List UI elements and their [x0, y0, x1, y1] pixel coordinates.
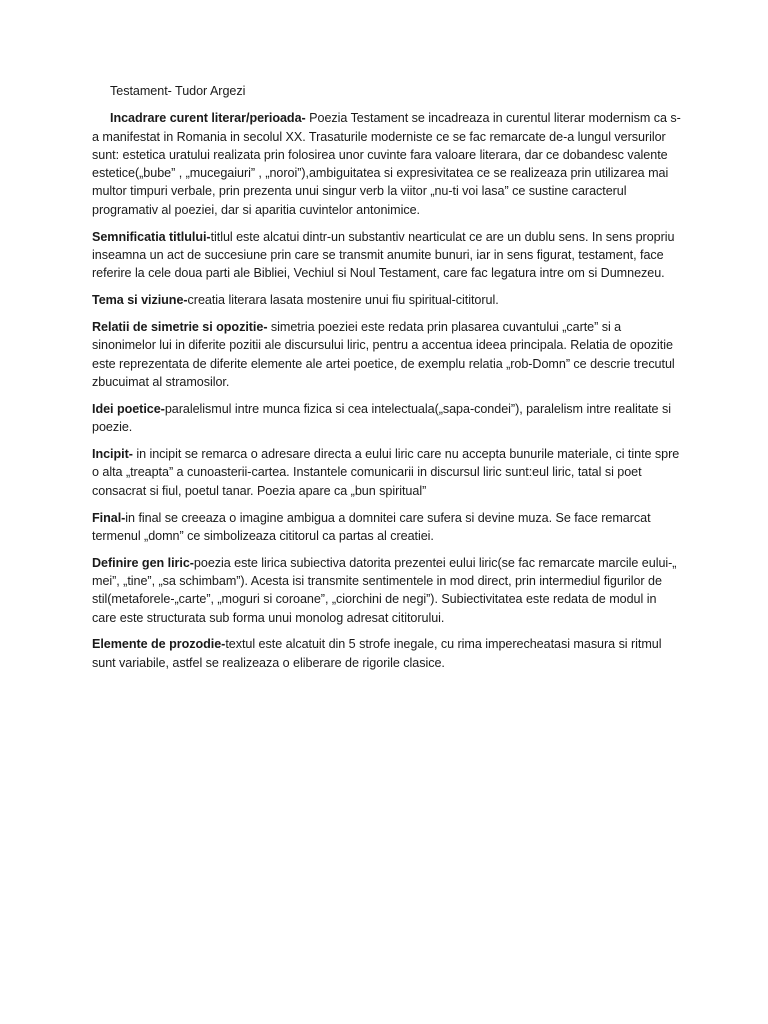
paragraph-heading: Incipit-: [92, 447, 133, 462]
document-title: Testament- Tudor Argezi: [110, 84, 246, 98]
paragraph-heading: Semnificatia titlului-: [92, 229, 211, 244]
paragraph-heading: Tema si viziune-: [92, 293, 188, 308]
paragraph-heading: Idei poetice-: [92, 401, 165, 416]
paragraph-final: [92, 509, 682, 546]
paragraph-relatii: [92, 318, 682, 391]
paragraph-gen-liric: [92, 554, 682, 627]
paragraph-text: poezia este lirica subiectiva datorita prezentei eului liric(se fac remarcate marcile eului-„ mei”, „tine”, „sa schimbam”). Acesta isi transmite sentimentele in mod direct, prin intermediul figurilor de stil(metaforele-„carte”, „moguri si coroane”, „ciorchini de negi”). Subiectivitatea este redata de modul in care este structurata sub forma unui monolog adresat cititorului.: [92, 555, 677, 625]
paragraph-text: in incipit se remarca o adresare directa a eului liric care nu accepta bunurile materiale, ci tinte spre o alta „treapta” a cunoasterii-cartea. Instantele comunicarii in discursul liric sunt:eul liric, tatal si poet consacrat si fiul, poetul tanar. Poezia apare ca „bun spiritual”: [92, 447, 680, 498]
paragraph-text: simetria poeziei este redata prin plasarea cuvantului „carte” si a sinonimelor lui in diferite pozitii ale discursului liric, pentru a accentua ideea principala. Relatia de opozitie este reprezentata de diferite elemente ale artei poetice, de exemplu relatia „rob-Domn” ce descrie trecutul zbucuimat al stramosilor.: [92, 320, 675, 389]
paragraph-idei-poetice: [92, 400, 682, 437]
paragraph-heading: Incadrare curent literar/perioada-: [110, 111, 306, 126]
paragraph-heading: Definire gen liric-: [92, 555, 194, 570]
paragraph-prozodie: [92, 635, 682, 672]
paragraph-text: paralelismul intre munca fizica si cea intelectuala(„sapa-condei”), paralelism intre realitate si poezie.: [92, 401, 671, 435]
paragraph-text: in final se creeaza o imagine ambigua a domnitei care sufera si devine muza. Se face remarcat termenul „domn” ce simbolizeaza cititorul ca partas al creatiei.: [92, 510, 651, 543]
paragraph-text: creatia literara lasata mostenire unui fiu spiritual-cititorul.: [187, 293, 499, 308]
paragraph-heading: Elemente de prozodie-: [92, 637, 226, 652]
paragraph-heading: Final-: [92, 510, 126, 525]
paragraph-tema: [92, 291, 682, 309]
paragraph-incadrare: [92, 109, 682, 219]
paragraph-text: Poezia Testament se incadreaza in curentul literar modernism ca s-a manifestat in Romania in secolul XX. Trasaturile moderniste ce se fac remarcate de-a lungul versurilor sunt: estetica uratului realizata prin folosirea unor cuvinte fara valoare literara, dar ce dobandesc valente estetice(„bube” , „mucegaiuri” , „noroi”),ambiguitatea si expresivitatea ce se realizeaza prin utilizarea mai multor timpuri verbale, prin prezenta unui singur verb la viitor „nu-ti voi lasa” ce sustine caracterul programativ al poeziei, dar si aparitia cuvintelor antonimice.: [92, 111, 681, 217]
document-page: [92, 82, 682, 681]
paragraph-heading: Relatii de simetrie si opozitie-: [92, 320, 268, 335]
paragraph-incipit: [92, 445, 682, 500]
paragraph-semnificatia-titlului: [92, 228, 682, 283]
paragraph-text: titlul este alcatui dintr-un substantiv nearticulat ce are un dublu sens. In sens propriu inseamna un act de succesiune prin care se transmit anumite bunuri, iar in sens figurat, testament, face referire la cele doua parti ale Bibliei, Vechiul si Noul Testament, care fac legatura intre om si Dumnezeu.: [92, 229, 675, 281]
paragraph-text: textul este alcatuit din 5 strofe inegale, cu rima imperecheatasi masura si ritmul sunt variabile, astfel se realizeaza o eliberare de rigorile clasice.: [92, 637, 662, 670]
